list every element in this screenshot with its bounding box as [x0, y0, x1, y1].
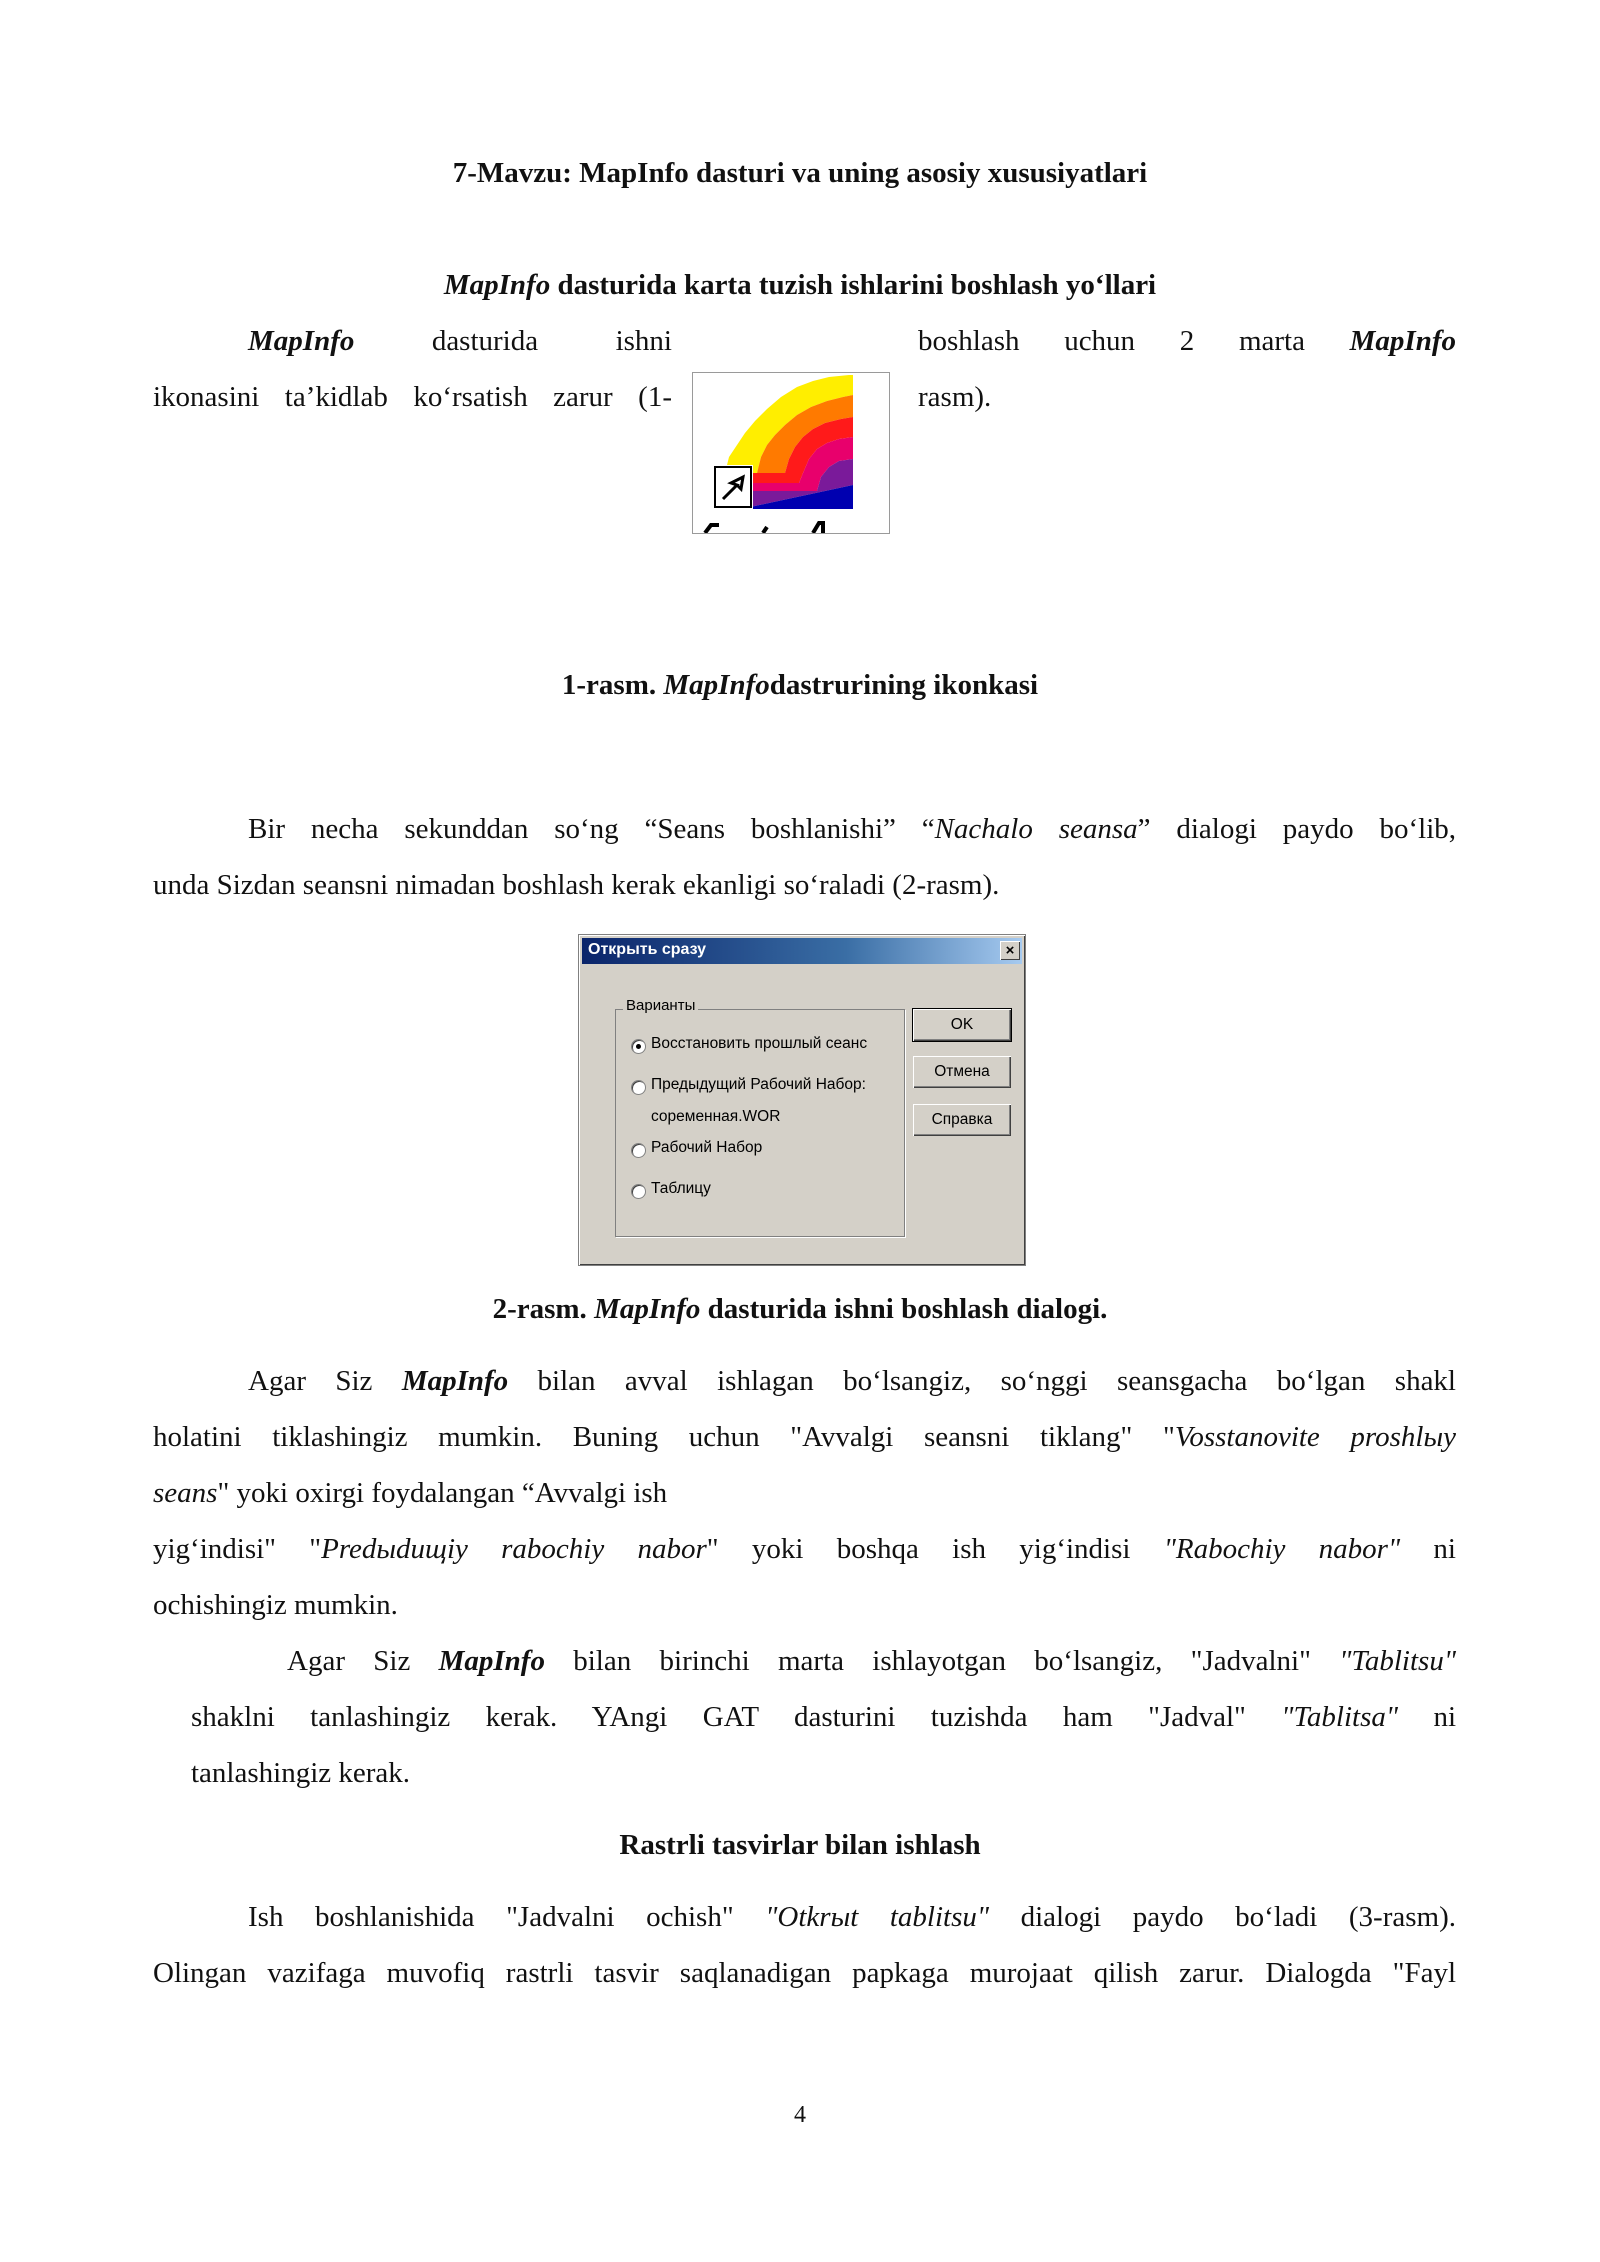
help-button[interactable]: Справка	[913, 1104, 1011, 1136]
p3-italic: seans	[153, 1477, 218, 1509]
open-dialog-screenshot	[578, 934, 1026, 1266]
figure-2-caption-rest: dasturida ishni boshlash dialogi.	[700, 1293, 1108, 1325]
options-group-label: Варианты	[623, 997, 698, 1014]
figure-2-caption-prefix: 2-rasm.	[492, 1293, 595, 1325]
p2-line2: unda Sizdan seansni nimadan boshlash kerak ekanligi so‘raladi (2-rasm).	[153, 869, 1000, 901]
p1-word: dasturida	[431, 325, 539, 357]
section-title-2: Rastrli tasvirlar bilan ishlash	[619, 1829, 981, 1861]
dialog-title: Открыть сразу	[588, 941, 707, 958]
section-title-1-italic: MapInfo	[443, 269, 551, 301]
p3-line2	[153, 1418, 1456, 1456]
p3-text: holatini tiklashingiz mumkin. Buning uchun "Avvalgi seansni tiklang" "	[153, 1421, 1175, 1453]
radio-previous-workspace[interactable]	[631, 1080, 646, 1095]
p4-line2	[191, 1698, 1456, 1736]
mapinfo-rainbow-icon	[693, 373, 889, 533]
p3-italic: "Rabochiy nabor"	[1163, 1533, 1401, 1565]
p3-italic: Predыduщiy rabochiy nabor	[321, 1533, 707, 1565]
p1-mapinfo: MapInfo	[1349, 325, 1456, 357]
p1-line1-left	[248, 322, 672, 360]
p3-line4	[153, 1530, 1456, 1568]
p1-word: boshlash	[918, 325, 1020, 357]
figure-2-caption-italic: MapInfo	[594, 1293, 701, 1325]
ok-button[interactable]: OK	[913, 1009, 1011, 1041]
p1-line2-left: ikonasini ta’kidlab ko‘rsatish zarur (1-	[153, 381, 672, 413]
section-title-1-rest: dasturida karta tuzish ishlarini boshlash yo‘llari	[550, 269, 1157, 301]
option-previous-workspace: Предыдущий Рабочий Набор:	[651, 1076, 866, 1093]
p1-line2-right: rasm).	[918, 381, 992, 413]
page-heading: 7-Mavzu: MapInfo dasturi va uning asosiy xususiyatlari	[452, 157, 1148, 189]
option-workspace: Рабочий Набор	[651, 1139, 763, 1156]
p3-text: Agar Siz	[248, 1365, 402, 1397]
p5-line2: Olingan vazifaga muvofiq rastrli tasvir saqlanadigan papkaga murojaat qilish zarur. Dialogda "Fayl	[153, 1957, 1456, 1989]
figure-1-caption-prefix: 1-rasm.	[561, 669, 664, 701]
figure-1-caption-italic: MapInfo	[663, 669, 770, 701]
p2-text: Bir necha sekunddan so‘ng “Seans boshlanishi” “	[248, 813, 935, 845]
p3-line1	[248, 1362, 1456, 1400]
p5-line1	[248, 1898, 1456, 1936]
option-previous-workspace-file: соременная.WOR	[651, 1108, 781, 1125]
p4-text: shaklni tanlashingiz kerak. YAngi GAT dasturini tuzishda ham "Jadval"	[191, 1701, 1282, 1733]
p4-line3: tanlashingiz kerak.	[191, 1757, 411, 1789]
p4-text: bilan birinchi marta ishlayotgan bo‘lsangiz, "Jadvalni"	[544, 1645, 1340, 1677]
page-number: 4	[794, 2102, 806, 2128]
p4-text: Agar Siz	[287, 1645, 439, 1677]
dialog-title-bar	[582, 938, 1022, 964]
p1-word: marta	[1238, 325, 1305, 357]
option-table: Таблицу	[651, 1180, 711, 1197]
p2-italic: Nachalo seansa	[934, 813, 1138, 845]
p3-text: " yoki boshqa ish yig‘indisi	[706, 1533, 1164, 1565]
p5-text: dialogi paydo bo‘ladi (3-rasm).	[989, 1901, 1456, 1933]
cancel-button[interactable]: Отмена	[913, 1056, 1011, 1088]
p3-line5: ochishingiz mumkin.	[153, 1589, 398, 1621]
p1-mapinfo: MapInfo	[248, 325, 355, 357]
mapinfo-program-icon	[692, 372, 890, 534]
p2-text: ” dialogi paydo bo‘lib,	[1137, 813, 1456, 845]
p4-italic: "Tablitsu"	[1339, 1645, 1457, 1677]
figure-2-caption	[0, 1290, 1600, 1328]
p4-text: ni	[1398, 1701, 1456, 1733]
figure-1-caption	[0, 666, 1600, 704]
p5-italic: "Otkrыt tablitsu"	[765, 1901, 990, 1933]
radio-workspace[interactable]	[631, 1143, 646, 1158]
p1-word: 2	[1179, 325, 1195, 357]
radio-restore-session[interactable]	[631, 1039, 646, 1054]
p4-italic: "Tablitsa"	[1281, 1701, 1399, 1733]
p1-word: uchun	[1064, 325, 1136, 357]
p3-text: bilan avval ishlagan bo‘lsangiz, so‘nggi seansgacha bo‘lgan shakl	[508, 1365, 1456, 1397]
p1-word: ishni	[615, 325, 672, 357]
figure-1-caption-rest: dastrurining ikonkasi	[769, 669, 1039, 701]
p3-text: ni	[1400, 1533, 1456, 1565]
option-restore-session: Восстановить прошлый сеанс	[651, 1035, 868, 1052]
p3-text: " yoki oxirgi foydalangan “Avvalgi ish	[217, 1477, 668, 1509]
p4-mapinfo: MapInfo	[438, 1645, 545, 1677]
p5-text: Ish boshlanishida "Jadvalni ochish"	[248, 1901, 766, 1933]
p3-mapinfo: MapInfo	[401, 1365, 509, 1397]
close-icon[interactable]: ×	[1000, 941, 1020, 960]
p2-line1	[248, 810, 1456, 848]
p3-text: yig‘indisi" "	[153, 1533, 322, 1565]
p3-italic: Vosstanovite proshlыy	[1174, 1421, 1456, 1453]
p4-line1	[287, 1642, 1456, 1680]
p3-line3	[153, 1474, 667, 1512]
p1-line1-right	[918, 322, 1456, 360]
radio-table[interactable]	[631, 1184, 646, 1199]
section-title-1	[0, 266, 1600, 304]
